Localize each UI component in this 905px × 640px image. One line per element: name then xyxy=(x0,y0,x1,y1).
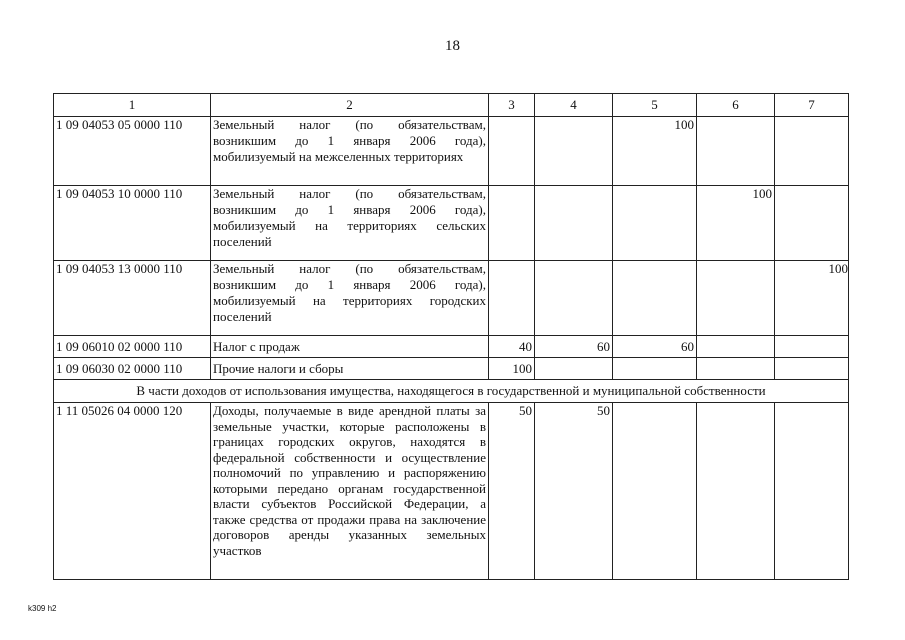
value-cell xyxy=(775,186,849,261)
column-header: 3 xyxy=(489,94,535,117)
value-cell: 100 xyxy=(775,261,849,336)
document-footer-code: k309 h2 xyxy=(28,604,57,613)
column-header: 6 xyxy=(697,94,775,117)
value-cell: 50 xyxy=(535,403,613,580)
value-cell: 50 xyxy=(489,403,535,580)
table-row xyxy=(54,186,849,261)
column-header: 5 xyxy=(613,94,697,117)
value-cell xyxy=(697,261,775,336)
value-cell: 40 xyxy=(489,336,535,358)
value-cell xyxy=(489,261,535,336)
income-code: 1 11 05026 04 0000 120 xyxy=(54,403,211,580)
value-cell xyxy=(697,336,775,358)
table-row xyxy=(54,261,849,336)
income-description: Земельный налог (по обязательствам, возникшим до 1 января 2006 года), мобилизуемый на территориях городских поселений xyxy=(211,261,489,336)
table-row xyxy=(54,358,849,380)
value-cell xyxy=(489,117,535,186)
budget-table xyxy=(53,93,849,580)
value-cell: 100 xyxy=(613,117,697,186)
table-header-row xyxy=(54,94,849,117)
column-header: 4 xyxy=(535,94,613,117)
value-cell xyxy=(613,358,697,380)
income-description: Прочие налоги и сборы xyxy=(211,358,489,380)
table-row xyxy=(54,117,849,186)
income-description: Земельный налог (по обязательствам, возникшим до 1 января 2006 года), мобилизуемый на территориях сельских поселений xyxy=(211,186,489,261)
value-cell xyxy=(697,117,775,186)
section-heading: В части доходов от использования имущества, находящегося в государственной и муниципальной собственности xyxy=(54,380,849,403)
value-cell: 100 xyxy=(697,186,775,261)
column-header: 1 xyxy=(54,94,211,117)
value-cell xyxy=(489,186,535,261)
income-code: 1 09 04053 05 0000 110 xyxy=(54,117,211,186)
section-heading-row xyxy=(54,380,849,403)
value-cell xyxy=(535,358,613,380)
value-cell: 100 xyxy=(489,358,535,380)
page-number: 18 xyxy=(445,38,460,54)
value-cell: 60 xyxy=(535,336,613,358)
value-cell xyxy=(775,117,849,186)
income-code: 1 09 06030 02 0000 110 xyxy=(54,358,211,380)
value-cell xyxy=(613,261,697,336)
value-cell xyxy=(613,186,697,261)
value-cell xyxy=(613,403,697,580)
income-description: Налог с продаж xyxy=(211,336,489,358)
income-code: 1 09 04053 13 0000 110 xyxy=(54,261,211,336)
value-cell xyxy=(697,358,775,380)
value-cell xyxy=(775,358,849,380)
table-row xyxy=(54,403,849,580)
value-cell xyxy=(535,261,613,336)
value-cell xyxy=(535,117,613,186)
income-code: 1 09 04053 10 0000 110 xyxy=(54,186,211,261)
value-cell: 60 xyxy=(613,336,697,358)
income-code: 1 09 06010 02 0000 110 xyxy=(54,336,211,358)
column-header: 7 xyxy=(775,94,849,117)
value-cell xyxy=(775,403,849,580)
income-description: Доходы, получаемые в виде арендной платы за земельные участки, которые расположены в границах городских округов, находятся в федеральной собственности и осуществление полномочий по управлению и распоряжению которыми передано органам государственной власти субъектов Российской Федерации, а также средства от продажи права на заключение договоров аренды указанных земельных участков xyxy=(211,403,489,580)
value-cell xyxy=(535,186,613,261)
column-header: 2 xyxy=(211,94,489,117)
income-description: Земельный налог (по обязательствам, возникшим до 1 января 2006 года), мобилизуемый на межселенных территориях xyxy=(211,117,489,186)
value-cell xyxy=(697,403,775,580)
table-row xyxy=(54,336,849,358)
value-cell xyxy=(775,336,849,358)
